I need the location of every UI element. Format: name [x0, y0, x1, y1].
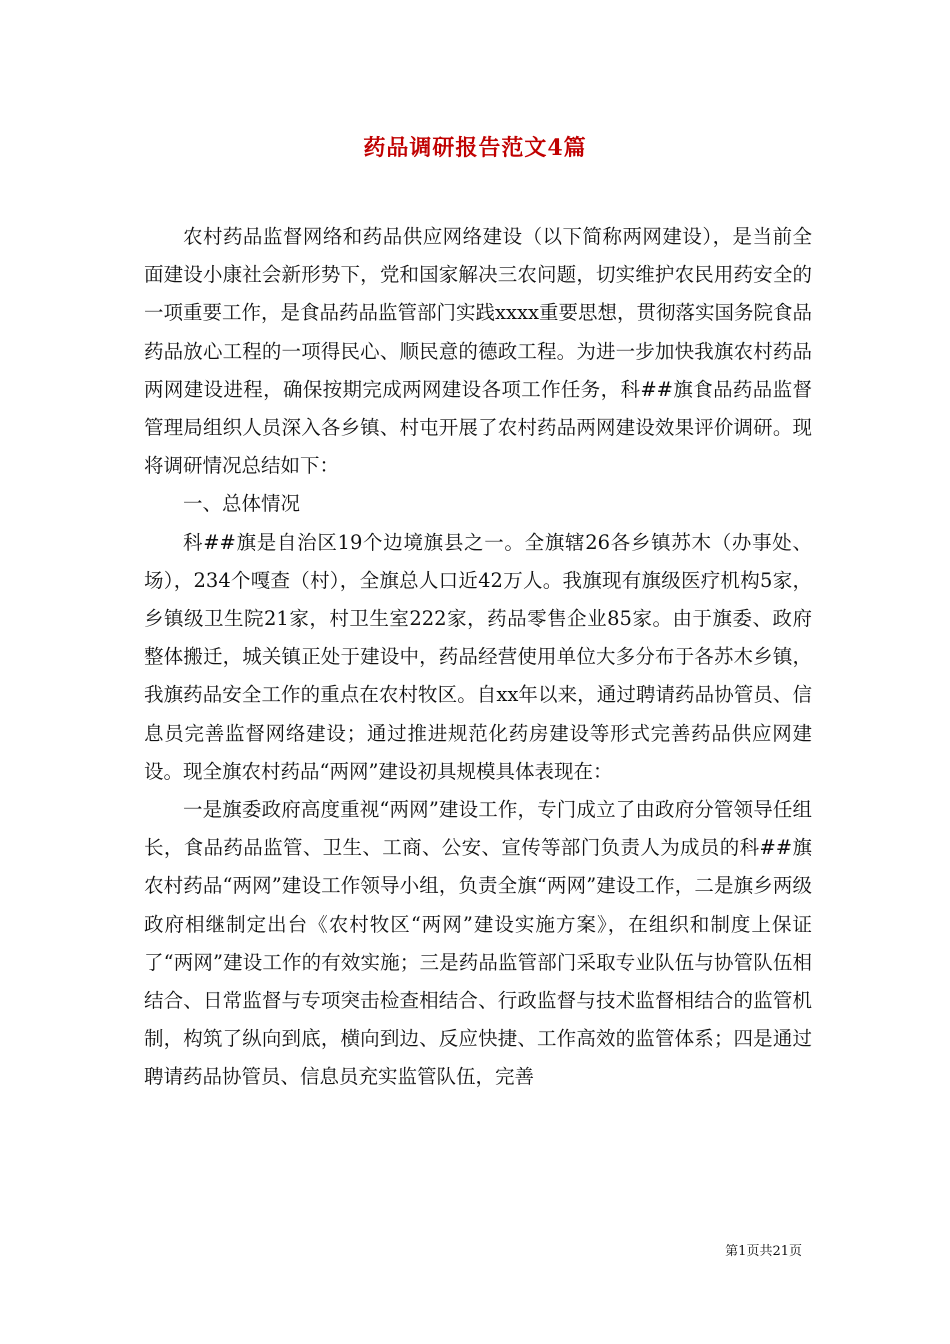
- document-body: [144, 218, 812, 1097]
- page-number: 第1页共21页: [725, 1244, 802, 1259]
- section-heading-overview: 一、总体情况: [183, 492, 301, 516]
- paragraph-overview: 科##旗是自治区19个边境旗县之一。全旗辖26各乡镇苏木（办事处、场），234个嘎查（村），全旗总人口近42万人。我旗现有旗级医疗机构5家，乡镇级卫生院21家，村卫生室222家，药品零售企业85家。由于旗委、政府整体搬迁，城关镇正处于建设中，药品经营使用单位大多分布于各苏木乡镇，我旗药品安全工作的重点在农村牧区。自xx年以来，通过聘请药品协管员、信息员完善监督网络建设；通过推进规范化药房建设等形式完善药品供应网建设。现全旗农村药品“两网”建设初具规模具体表现在：: [144, 530, 812, 783]
- document-title: 药品调研报告范文4篇: [363, 135, 587, 161]
- paragraph-measures: 一是旗委政府高度重视“两网”建设工作，专门成立了由政府分管领导任组长，食品药品监管、卫生、工商、公安、宣传等部门负责人为成员的科##旗农村药品“两网”建设工作领导小组，负责全旗“两网”建设工作，二是旗乡两级政府相继制定出台《农村牧区“两网”建设实施方案》，在组织和制度上保证了“两网”建设工作的有效实施；三是药品监管部门采取专业队伍与协管队伍相结合、日常监督与专项突击检查相结合、行政监督与技术监督相结合的监管机制，构筑了纵向到底，横向到边、反应快捷、工作高效的监管体系；四是通过聘请药品协管员、信息员充实监管队伍，完善: [144, 798, 812, 1089]
- paragraph-intro: 农村药品监督网络和药品供应网络建设（以下简称两网建设），是当前全面建设小康社会新形势下，党和国家解决三农问题，切实维护农民用药安全的一项重要工作，是食品药品监管部门实践xxxx重要思想，贯彻落实国务院食品药品放心工程的一项得民心、顺民意的德政工程。为进一步加快我旗农村药品两网建设进程，确保按期完成两网建设各项工作任务，科##旗食品药品监督管理局组织人员深入各乡镇、村屯开展了农村药品两网建设效果评价调研。现将调研情况总结如下：: [144, 225, 812, 478]
